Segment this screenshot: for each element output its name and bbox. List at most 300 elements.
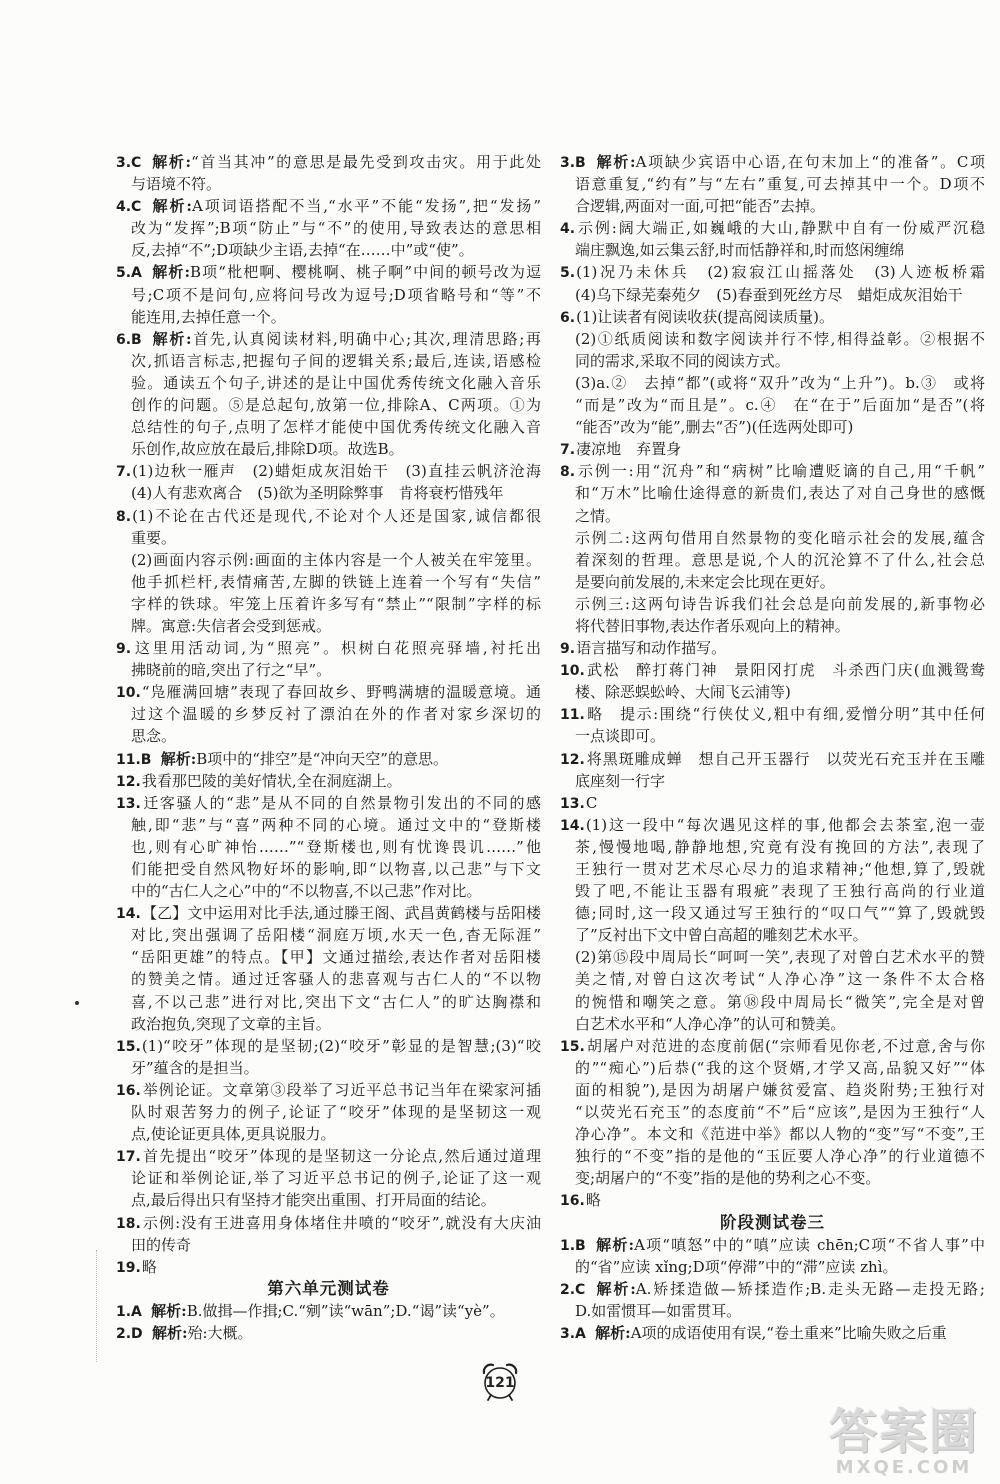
answer-text: 面的相貌”),是因为胡屠户嫌贫爱富、趋炎附势;王独行对 bbox=[575, 1080, 985, 1099]
analysis-label: 解析: bbox=[151, 1301, 187, 1320]
answer-text: 武松 醉打蒋门神 景阳冈打虎 斗杀西门庆(血溅鸳鸯 bbox=[585, 661, 985, 680]
answer-line bbox=[131, 438, 541, 460]
answer-text: 的”“痴心”)后恭(“我的这个贤婿,才学又高,品貌又好”“体 bbox=[575, 1058, 985, 1077]
answer-text: “岳阳更雄”的特点。【甲】文通过描绘,表达作者对岳阳楼 bbox=[131, 948, 541, 967]
answer-line bbox=[131, 527, 541, 549]
answer-line bbox=[116, 1300, 541, 1322]
answer-line bbox=[131, 1167, 541, 1189]
answer-text: A项“嗔怒”中的“嗔”应读 chēn;C项“不省人事”中 bbox=[634, 1235, 985, 1254]
answer-text: “首当其冲”的意思是最先受到攻击灾。用于此处 bbox=[191, 153, 541, 171]
answer-line bbox=[575, 1145, 985, 1167]
answer-line bbox=[575, 372, 985, 394]
answer-line bbox=[575, 1123, 985, 1145]
analysis-label: 解析: bbox=[595, 1323, 631, 1342]
answer-text: (1)边秋一雁声 (2)蜡炬成灰泪始干 (3)直挂云帆济沧海 bbox=[132, 462, 541, 481]
answer-line bbox=[560, 1189, 985, 1211]
answer-number: 12. bbox=[560, 751, 585, 768]
answer-line bbox=[560, 1322, 985, 1344]
scan-artifact-line bbox=[96, 1250, 97, 1362]
answer-line bbox=[131, 239, 541, 261]
watermark-site: MXQE.COM bbox=[835, 1457, 973, 1478]
right-column bbox=[560, 151, 985, 1344]
answer-number: 7. bbox=[560, 442, 576, 459]
answer-item bbox=[116, 460, 541, 504]
answer-number: 4.C bbox=[116, 199, 142, 216]
answer-text: 田的传奇 bbox=[131, 1235, 192, 1254]
answer-item bbox=[560, 460, 985, 637]
answer-item bbox=[116, 1145, 541, 1211]
answer-line bbox=[131, 615, 541, 637]
answer-line bbox=[560, 1234, 985, 1256]
answer-line bbox=[575, 991, 985, 1013]
answer-line bbox=[575, 593, 985, 615]
answer-text: 合逻辑,两面对一面,可把“能否”去掉。 bbox=[575, 197, 825, 216]
answer-text: 也,则有心旷神怡……”“登斯楼也,则有忧谗畏讥……”他 bbox=[131, 837, 541, 856]
answer-line bbox=[560, 217, 985, 239]
answer-text: 端庄飘逸,如云集云舒,时而恬静祥和,时而悠闲缠绵 bbox=[575, 241, 905, 260]
answer-text: 举例论证。文章第③段举了习近平总书记当年在梁家河插 bbox=[141, 1080, 541, 1099]
answer-line bbox=[131, 836, 541, 858]
answer-text: A.矫揉造做—矫揉造作;B.走头无路—走投无路; bbox=[635, 1279, 985, 1298]
answer-line bbox=[131, 659, 541, 681]
answer-item bbox=[560, 659, 985, 703]
answer-text: 变;胡屠户的“不变”指的是他的势利之心不变。 bbox=[575, 1169, 881, 1188]
answer-item bbox=[560, 306, 985, 439]
answer-text: 殆:大概。 bbox=[187, 1323, 253, 1342]
answer-number: 18. bbox=[116, 1215, 141, 1232]
left-column bbox=[116, 151, 541, 1344]
answer-item bbox=[116, 1212, 541, 1256]
answer-line bbox=[116, 792, 541, 814]
answer-text: 政治抱负,突现了文章的主旨。 bbox=[131, 1014, 331, 1033]
answer-line bbox=[575, 1101, 985, 1123]
answer-number: 4. bbox=[560, 221, 576, 238]
answer-text: A项词语搭配不当,“水平”不能“发扬”,把“发扬” bbox=[191, 197, 541, 216]
answer-text: 重要。 bbox=[131, 528, 177, 547]
answer-text: 语意重复,“约有”与“左右”重复,可去掉其中一个。D项不 bbox=[575, 175, 985, 194]
answer-item bbox=[560, 1278, 985, 1322]
answer-text: 白艺术水平和“人净心净”的认可和赞美。 bbox=[575, 1014, 846, 1033]
answer-line bbox=[116, 1256, 541, 1278]
answer-number: 8. bbox=[116, 508, 132, 525]
answer-line bbox=[575, 681, 985, 703]
answer-line bbox=[131, 350, 541, 372]
answer-line bbox=[575, 770, 985, 792]
answer-line bbox=[116, 261, 541, 283]
answer-item bbox=[116, 1079, 541, 1145]
answer-line bbox=[575, 902, 985, 924]
answer-number: 12. bbox=[116, 773, 141, 790]
answer-text: A项缺少宾语中心语,在句末加上“的准备”。C项 bbox=[635, 153, 985, 171]
answer-number: 11.B bbox=[116, 751, 152, 768]
answer-item bbox=[560, 1234, 985, 1278]
answer-line bbox=[560, 703, 985, 725]
answer-number: 19. bbox=[116, 1259, 141, 1276]
analysis-label: 解析: bbox=[151, 263, 191, 282]
answer-line bbox=[131, 372, 541, 394]
answer-text: 了”反衬出下文中曾白高超的雕刻艺术水平。 bbox=[575, 926, 868, 945]
answer-line bbox=[131, 1234, 541, 1256]
answer-item bbox=[116, 1300, 541, 1322]
answer-text: 一点谈即可。 bbox=[575, 727, 666, 746]
answer-number: 10. bbox=[116, 685, 141, 702]
answer-number: 6.B bbox=[116, 331, 142, 348]
answer-item bbox=[560, 151, 985, 217]
answer-line bbox=[575, 836, 985, 858]
answer-text: 【乙】文中运用对比手法,通过滕王阁、武昌黄鹤楼与岳阳楼 bbox=[141, 904, 541, 923]
answer-line bbox=[575, 549, 985, 571]
answer-text: 与语境不符。 bbox=[131, 175, 222, 194]
section-heading: 阶段测试卷三 bbox=[720, 1212, 825, 1232]
scan-artifact-dot bbox=[75, 1001, 79, 1005]
answer-text: 略 bbox=[141, 1257, 157, 1276]
answer-line bbox=[131, 858, 541, 880]
answer-line bbox=[116, 1212, 541, 1234]
answer-line bbox=[560, 814, 985, 836]
answer-item bbox=[560, 438, 985, 460]
answer-line bbox=[116, 748, 541, 770]
answer-text: 的赞美之情。通过迁客骚人的悲喜观与古仁人的“不以物 bbox=[131, 970, 541, 989]
answer-line bbox=[116, 770, 541, 792]
answer-text: 的“省”应读 xǐng;D项“停滞”中的“滞”应读 zhì。 bbox=[575, 1257, 898, 1276]
answer-number: 7. bbox=[116, 464, 132, 481]
answer-item bbox=[116, 681, 541, 747]
answer-number: 2.C bbox=[560, 1281, 586, 1298]
answer-item bbox=[560, 748, 985, 792]
answer-number: 11. bbox=[560, 707, 585, 724]
answer-line bbox=[131, 1123, 541, 1145]
answer-item bbox=[560, 1322, 985, 1344]
answer-line bbox=[575, 416, 985, 438]
answer-text: 楼、除恶蜈蚣岭、大闹飞云浦等) bbox=[575, 683, 791, 702]
analysis-label: 解析: bbox=[160, 749, 197, 768]
answer-line bbox=[560, 306, 985, 328]
answer-text: 过这个温暖的乡梦反衬了漂泊在外的作者对家乡深切的 bbox=[131, 705, 541, 724]
answer-text: (2)第⑮段中周局长“呵呵一笑”,表现了对曾白艺术水平的赞 bbox=[575, 948, 985, 967]
answer-text: 略 提示:围绕“行侠仗义,粗中有细,爱憎分明”其中任何 bbox=[585, 705, 985, 724]
answer-text: 次,抓语言标志,把握句子间的逻辑关系;最后,连读,语感检 bbox=[131, 351, 541, 370]
answer-text: “以荧光石充玉”的态度前“不”后“应该”,是因为王独行“人 bbox=[575, 1103, 985, 1122]
analysis-label: 解析: bbox=[150, 197, 192, 216]
answer-number: 3.C bbox=[116, 155, 142, 171]
answer-item bbox=[116, 328, 541, 461]
answer-text: 思念。 bbox=[131, 727, 177, 746]
answer-item bbox=[560, 1189, 985, 1211]
answer-line bbox=[131, 725, 541, 747]
answer-text: 是要向前发展的,未来定会比现在更好。 bbox=[575, 572, 835, 591]
answer-text: 论证和举例论证,举了习近平总书记的例子,论证了这一观 bbox=[131, 1169, 541, 1188]
answer-line bbox=[575, 858, 985, 880]
answer-line bbox=[131, 284, 541, 306]
answer-line bbox=[131, 880, 541, 902]
answer-text: 胡屠户对范进的态度前倨(“宗师看见你老,不过意,舍与你 bbox=[585, 1036, 985, 1055]
answer-text: 牌。寓意:失信者会受到惩戒。 bbox=[131, 616, 332, 635]
answer-text: 示例二:这两句借用自然景物的变化暗示社会的发展,蕴含 bbox=[575, 528, 985, 547]
answer-text: 牙”蕴含的是担当。 bbox=[131, 1058, 259, 1077]
analysis-label: 解析: bbox=[151, 1323, 188, 1342]
answer-number: 13. bbox=[560, 795, 585, 812]
answer-text: (2)画面内容示例:画面的主体内容是一个人被关在牢笼里。 bbox=[131, 550, 541, 569]
answer-line bbox=[560, 637, 985, 659]
answer-text: C bbox=[585, 793, 598, 812]
page-number: 121 bbox=[485, 1375, 515, 1391]
answer-line bbox=[116, 328, 541, 350]
answer-text: (4)人有悲欢离合 (5)欲为圣明除弊事 肯将衰朽惜残年 bbox=[131, 484, 504, 503]
answer-item bbox=[116, 792, 541, 902]
answer-text: 的惋惜和嘲笑之意。第⑱段中周局长“微笑”,完全是对曾 bbox=[575, 992, 985, 1011]
answer-line bbox=[560, 1278, 985, 1300]
analysis-label: 解析: bbox=[594, 1235, 635, 1254]
answer-text: 同的需求,采取不同的阅读方式。 bbox=[575, 351, 790, 370]
answer-line bbox=[131, 549, 541, 571]
watermark-logo bbox=[818, 1406, 990, 1478]
page-number-badge bbox=[478, 1360, 522, 1402]
answer-number: 6. bbox=[560, 309, 576, 326]
answer-text: (1)况乃未休兵 (2)寂寂江山摇落处 (3)人迹板桥霜 bbox=[576, 263, 985, 282]
answer-item bbox=[116, 1035, 541, 1079]
answer-line bbox=[116, 681, 541, 703]
analysis-label: 解析: bbox=[150, 153, 192, 171]
answer-text: B.做揖—作揖;C.“剜”读“wān”;D.“谒”读“yè”。 bbox=[186, 1301, 505, 1320]
answer-line bbox=[131, 814, 541, 836]
answer-item bbox=[560, 792, 985, 814]
analysis-label: 解析: bbox=[594, 153, 636, 171]
answer-number: 1.B bbox=[560, 1237, 586, 1254]
answer-line bbox=[116, 151, 541, 173]
answer-text: A项的成语使用有误,“卷土重来”比喻失败之后重 bbox=[630, 1323, 947, 1342]
answer-text: 底座刻一行字 bbox=[575, 771, 666, 790]
answer-item bbox=[116, 637, 541, 681]
answer-item bbox=[560, 217, 985, 261]
answer-text: 点,最后得出只有坚持才能突出重围、打开局面的结论。 bbox=[131, 1191, 496, 1210]
answer-number: 15. bbox=[560, 1038, 585, 1055]
answer-text: 总结性的句子,点明了怎样才能使中国优秀传统文化融入音 bbox=[131, 418, 541, 437]
answer-text: 王独行一贯对艺术尽心尽力的追求精神;“他想,算了,毁就 bbox=[575, 860, 985, 878]
answer-text: 迁客骚人的“悲”是从不同的自然景物引发出的不同的感 bbox=[141, 793, 541, 812]
answer-line bbox=[575, 482, 985, 504]
answer-line bbox=[560, 151, 985, 173]
answer-line bbox=[575, 239, 985, 261]
answer-text: 对比,突出强调了岳阳楼“洞庭万顷,水天一色,杳无际涯” bbox=[131, 926, 541, 945]
answer-text: 字样的铁球。牢笼上压着许多写有“禁止”“限制”字样的标 bbox=[131, 594, 541, 613]
answer-text: 示例三:这两句诗告诉我们社会总是向前发展的,新事物必 bbox=[575, 594, 985, 613]
answer-line bbox=[131, 703, 541, 725]
answer-number: 2.D bbox=[116, 1325, 143, 1342]
answer-line bbox=[575, 284, 985, 306]
answer-text: (2)①纸质阅读和数字阅读并行不悖,相得益彰。②根据不 bbox=[575, 329, 985, 348]
answer-line bbox=[575, 1079, 985, 1101]
answer-text: 语言描写和动作描写。 bbox=[576, 639, 727, 658]
answer-line bbox=[575, 968, 985, 990]
answer-item bbox=[116, 1322, 541, 1344]
answer-number: 15. bbox=[116, 1038, 141, 1055]
answer-text: 中的“古仁人之心”中的“不以物喜,不以己悲”作对比。 bbox=[131, 882, 482, 901]
analysis-label: 解析: bbox=[150, 329, 192, 348]
answer-line bbox=[116, 1079, 541, 1101]
answer-line bbox=[116, 505, 541, 527]
answer-line bbox=[131, 416, 541, 438]
answer-line bbox=[131, 1057, 541, 1079]
answer-line bbox=[575, 1256, 985, 1278]
answer-line bbox=[560, 1035, 985, 1057]
answer-line bbox=[131, 991, 541, 1013]
answer-line bbox=[131, 593, 541, 615]
answer-number: 10. bbox=[560, 663, 585, 680]
answer-item bbox=[116, 505, 541, 638]
answer-line bbox=[560, 438, 985, 460]
answer-line bbox=[116, 460, 541, 482]
answer-line bbox=[116, 195, 541, 217]
answer-number: 14. bbox=[560, 817, 585, 834]
answer-line bbox=[575, 571, 985, 593]
answer-line bbox=[116, 1322, 541, 1344]
answer-number: 16. bbox=[116, 1082, 141, 1099]
answer-number: 5.A bbox=[116, 265, 142, 282]
answer-item bbox=[116, 151, 541, 195]
answer-text: 示例一:用“沉舟”和“病树”比喻遭贬谪的自己,用“千帆” bbox=[576, 462, 985, 481]
answer-text: 首先提出“咬牙”体现的是坚韧这一分论点,然后通过道理 bbox=[141, 1147, 541, 1166]
answer-text: 反,去掉“不”;D项缺少主语,去掉“在……中”或“使”。 bbox=[131, 241, 474, 260]
answer-line bbox=[575, 1013, 985, 1035]
answer-line bbox=[116, 1035, 541, 1057]
answer-number: 9. bbox=[116, 641, 132, 658]
answer-item bbox=[560, 1035, 985, 1190]
answer-item bbox=[116, 261, 541, 327]
answer-text: 首先,认真阅读材料,明确中心;其次,理清思路;再 bbox=[191, 329, 541, 348]
answer-line bbox=[575, 1057, 985, 1079]
answer-number: 17. bbox=[116, 1149, 141, 1166]
answer-line bbox=[575, 946, 985, 968]
answer-line bbox=[131, 482, 541, 504]
answer-text: 能连用,去掉任意一个。 bbox=[131, 307, 286, 326]
answer-line bbox=[575, 1300, 985, 1322]
answer-line bbox=[131, 394, 541, 416]
answer-text: 这里用活动词,为“照亮”。枳树白花照亮驿墙,衬托出 bbox=[132, 639, 541, 658]
answer-line bbox=[560, 460, 985, 482]
answer-number: 5. bbox=[560, 265, 576, 282]
answer-text: 喜,不以己悲”进行对比,突出下文“古仁人”的旷达胸襟和 bbox=[131, 992, 541, 1011]
answer-number: 3.A bbox=[560, 1325, 586, 1342]
answer-line bbox=[560, 792, 985, 814]
answer-text: 将代替旧事物,表达作者乐观向上的精神。 bbox=[575, 616, 850, 635]
answer-text: 创作的问题。⑤是总起句,放第一位,排除A、C两项。①为 bbox=[131, 396, 541, 415]
answer-line bbox=[575, 328, 985, 350]
answer-line bbox=[131, 924, 541, 946]
answer-text: 着深刻的哲理。意思是说,个人的沉沦算不了什么,社会总 bbox=[575, 550, 985, 569]
answer-line bbox=[116, 637, 541, 659]
answer-number: 16. bbox=[560, 1193, 585, 1210]
answer-item bbox=[116, 195, 541, 261]
answer-number: 13. bbox=[116, 795, 141, 812]
answer-line bbox=[575, 1167, 985, 1189]
answer-text: “能否”改为“能”,删去“否”)(任选两处即可) bbox=[575, 418, 854, 437]
answer-line bbox=[575, 394, 985, 416]
answer-number: 3.B bbox=[560, 155, 586, 171]
answer-text: (1)不论在古代还是现代,不论对个人还是国家,诚信都很 bbox=[132, 506, 541, 525]
answer-line bbox=[131, 1013, 541, 1035]
answer-item bbox=[560, 261, 985, 305]
answer-text: 拂晓前的暗,突出了行之“早”。 bbox=[131, 661, 332, 680]
answer-text: 毁了吧,不能让玉器有瑕疵”表现了王独行高尚的行业道 bbox=[575, 882, 985, 901]
analysis-label: 解析: bbox=[594, 1279, 636, 1298]
answer-number: 1.A bbox=[116, 1303, 142, 1320]
answer-number: 8. bbox=[560, 464, 576, 481]
answer-text: 茶,慢慢地喝,静静地想,究竟有没有挽回的方法”,表现了 bbox=[575, 837, 985, 856]
answer-line bbox=[575, 615, 985, 637]
answer-item bbox=[116, 748, 541, 770]
answer-line bbox=[131, 173, 541, 195]
answer-text: 改为“发挥”;B项“防止”与“不”的使用,导致表达的意思相 bbox=[131, 219, 541, 238]
answer-text: 号;C项不是问句,应将问号改为逗号;D项省略号和“等”不 bbox=[131, 285, 541, 304]
answer-line bbox=[575, 505, 985, 527]
answer-line bbox=[575, 195, 985, 217]
answer-text: 独行的“不变”指的是他的“玉匠要人净心净”的行业道德不 bbox=[575, 1147, 985, 1166]
answer-line bbox=[116, 902, 541, 924]
answer-line bbox=[131, 571, 541, 593]
answer-item bbox=[116, 1256, 541, 1278]
answer-line bbox=[131, 968, 541, 990]
answer-line bbox=[575, 725, 985, 747]
answer-line bbox=[560, 659, 985, 681]
answer-line bbox=[131, 946, 541, 968]
answer-item bbox=[560, 637, 985, 659]
answer-text: 我看那巴陵的美好情状,全在洞庭湖上。 bbox=[141, 771, 402, 790]
answer-text: D.如雷惯耳—如雷贯耳。 bbox=[575, 1301, 742, 1320]
answer-text: (1)让读者有阅读收获(提高阅读质量)。 bbox=[576, 307, 835, 326]
answer-text: (1)“咬牙”体现的是坚韧;(2)“咬牙”彰显的是智慧;(3)“咬 bbox=[141, 1036, 541, 1055]
answer-text: 他手抓栏杆,表情痛苦,左脚的铁链上连着一个写有“失信” bbox=[131, 572, 541, 591]
answer-text: 将黑斑雕成蝉 想自己开玉器行 以荧光石充玉并在玉雕 bbox=[585, 749, 985, 768]
answer-item bbox=[116, 902, 541, 1035]
answer-text: 示例:没有王进喜用身体堵住井喷的“咬牙”,就没有大庆油 bbox=[141, 1213, 541, 1232]
answer-text: B项中的“排空”是“冲向天空”的意思。 bbox=[196, 749, 448, 768]
answer-text: 和“万木”比喻仕途得意的新贵们,表达了对自己身世的感慨 bbox=[575, 484, 985, 503]
answer-text: (4)乌下绿芜秦苑夕 (5)春蚕到死丝方尽 蜡炬成灰泪始干 bbox=[575, 285, 963, 304]
answer-text: 验。通读五个句子,讲述的是让中国优秀传统文化融入音乐 bbox=[131, 373, 541, 392]
answer-text: 触,即“悲”与“喜”两种不同的心境。通过文中的“登斯楼 bbox=[131, 815, 541, 834]
answer-number: 14. bbox=[116, 906, 141, 923]
answer-line bbox=[560, 748, 985, 770]
answer-text: B项“枇杷啊、樱桃啊、桃子啊”中间的顿号改为逗 bbox=[190, 263, 541, 282]
answer-line bbox=[575, 924, 985, 946]
answer-text: 德;同时,这一段又通过写王独行的“叹口气”“算了,毁就毁 bbox=[575, 904, 985, 923]
answer-line bbox=[131, 217, 541, 239]
answer-number: 9. bbox=[560, 641, 576, 658]
answer-line bbox=[575, 880, 985, 902]
answer-text: 队时艰苦努力的例子,论证了“咬牙”体现的是坚韧这一观 bbox=[131, 1103, 541, 1122]
answer-line bbox=[131, 1189, 541, 1211]
answer-line bbox=[131, 1101, 541, 1123]
answer-text: (3)a.② 去掉“都”(或将“双升”改为“上升”)。b.③ 或将 bbox=[575, 373, 985, 392]
answer-line bbox=[575, 173, 985, 195]
answer-line bbox=[131, 306, 541, 328]
answer-text: “而是”改为“而且是”。c.④ 在“在于”后面加“是否”(将 bbox=[575, 396, 985, 415]
answer-text: 之情。 bbox=[575, 506, 621, 525]
answer-text: 净心净”。本文和《范进中举》都以人物的“变”写“不变”,王 bbox=[575, 1125, 985, 1144]
answer-text: 美之情,对曾白这次考试“人净心净”这一条件不太合格 bbox=[575, 970, 985, 989]
answer-line bbox=[116, 1145, 541, 1167]
answer-item bbox=[560, 703, 985, 747]
answer-item bbox=[560, 814, 985, 1035]
answer-text: (1)这一段中“每次遇见这样的事,他都会去茶室,泡一壶 bbox=[585, 815, 985, 834]
section-heading: 第六单元测试卷 bbox=[267, 1278, 390, 1298]
answer-line bbox=[575, 527, 985, 549]
answer-text: “凫雁满回塘”表现了春回故乡、野鸭满塘的温暖意境。通 bbox=[141, 683, 541, 702]
answer-text: 点,使论证更具体,更具说服力。 bbox=[131, 1125, 336, 1144]
answer-text: 示例:阔大端正,如巍峨的大山,静默中自有一份威严沉稳 bbox=[576, 219, 985, 238]
answer-line bbox=[560, 261, 985, 283]
watermark-logo-text: 答案圈 bbox=[828, 1404, 979, 1460]
